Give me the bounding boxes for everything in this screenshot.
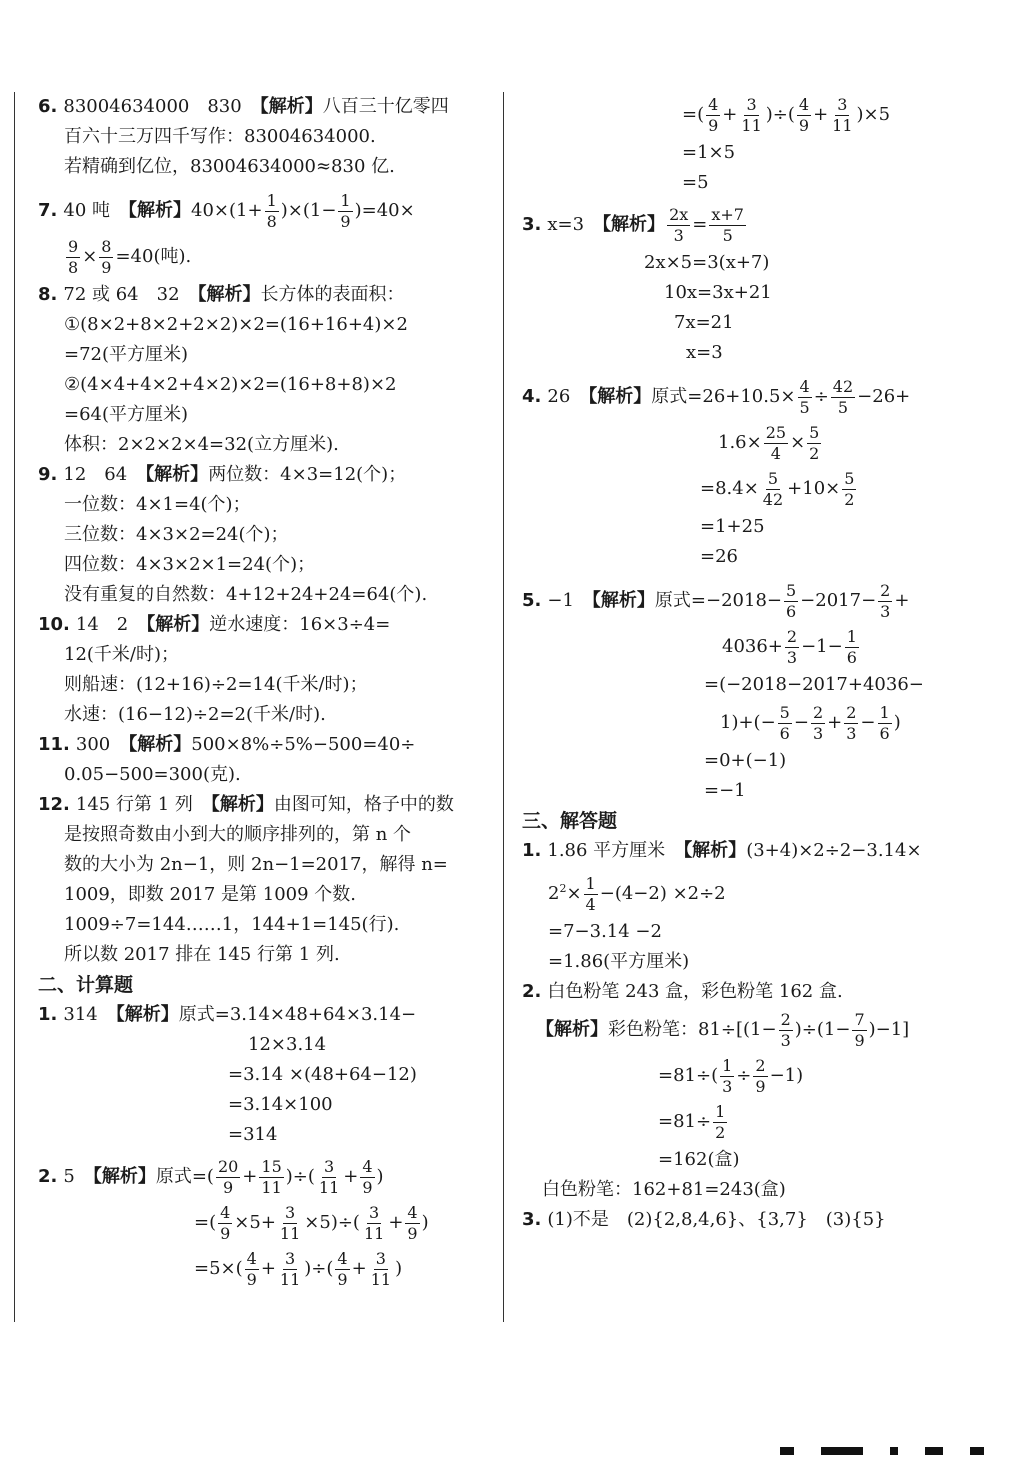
answer-7: 7. 40 吨 【解析】40×(1+ $\frac{1}{8}$ )×(1− $\frac{1}{9}$ )=40× $\frac{9}{8}$ × $\frac{8}{9}$ =40(吨). — [38, 190, 415, 277]
solution-3: 3. (1)不是 (2){2,8,4,6}、{3,7} (3){5} — [522, 1209, 886, 1230]
fraction: $\frac{4}{9}$ — [708, 94, 719, 135]
calc-4: 4. 26 【解析】原式=26+10.5× $\frac{4}{5}$ ÷ $\frac{42}{5}$ −26+ 1.6× $\frac{25}{4}$ × $\frac{5}{2}$ =8.4× $\frac{5}{42}$ +10× $\frac{5}{2}$ =1+25 =26 — [522, 376, 911, 567]
fraction: $\frac{2}{3}$ — [846, 702, 857, 743]
calc-2-continued: =( $\frac{4}{9}$ + $\frac{3}{11}$ )÷( $\frac{4}{9}$ + $\frac{3}{11}$ )×5 =1×5 =5 — [682, 94, 891, 193]
left-column — [38, 92, 486, 1292]
fraction: $\frac{20}{9}$ — [217, 1156, 239, 1197]
fraction: $\frac{1}{2}$ — [715, 1101, 726, 1142]
footer-mark — [821, 1447, 863, 1455]
fraction: $\frac{1}{4}$ — [585, 873, 596, 914]
fraction: $\frac{3}{11}$ — [279, 1202, 301, 1243]
section-heading-calculation: 二、计算题 — [38, 974, 134, 996]
calc-1: 1. 314 【解析】原式=3.14×48+64×3.14− 12×3.14 =3.14 ×(48+64−12) =3.14×100 =314 — [38, 1004, 417, 1145]
fraction: $\frac{4}{9}$ — [362, 1156, 373, 1197]
fraction: $\frac{4}{9}$ — [407, 1202, 418, 1243]
footer-mark — [780, 1447, 794, 1455]
fraction: $\frac{1}{6}$ — [879, 702, 890, 743]
fraction: $\frac{42}{5}$ — [832, 376, 854, 417]
footer-marks — [780, 1440, 1006, 1459]
fraction: $\frac{2}{3}$ — [780, 1009, 791, 1050]
fraction: $\frac{3}{11}$ — [279, 1248, 301, 1289]
fraction: $\frac{7}{9}$ — [854, 1009, 865, 1050]
fraction: $\frac{2}{3}$ — [812, 702, 824, 743]
fraction: $\frac{15}{11}$ — [261, 1156, 282, 1197]
footer-mark — [970, 1447, 984, 1455]
fraction: $\frac{1}{6}$ — [846, 626, 857, 667]
fraction: $\frac{1}{9}$ — [340, 190, 351, 231]
fraction: $\frac{3}{11}$ — [741, 94, 762, 135]
answer-11: 11. 300 【解析】500×8%÷5%−500=40÷ 0.05−500=300(克). — [38, 734, 416, 785]
fraction: $\frac{2}{3}$ — [786, 626, 798, 667]
section-heading-solutions: 三、解答题 — [522, 810, 618, 832]
fraction: $\frac{3}{11}$ — [370, 1248, 392, 1289]
answer-8: 8. 72 或 64 32 【解析】长方体的表面积： ①(8×2+8×2+2×2)×2=(16+16+4)×2 =72(平方厘米) ②(4×4+4×2+4×2)×2=(16+8+8)×2 =64(平方厘米) 体积：2×2×2×4=32(立方厘米). — [38, 284, 408, 455]
fraction: $\frac{5}{2}$ — [809, 422, 820, 463]
answer-10: 10. 14 2 【解析】逆水速度：16×3÷4= 12(千米/时)； 则船速：(12+16)÷2=14(千米/时)； 水速：(16−12)÷2=2(千米/时). — [38, 614, 391, 725]
fraction: $\frac{5}{6}$ — [779, 702, 790, 743]
footer-mark — [925, 1447, 943, 1455]
calc-3: 3. x=3 【解析】 $\frac{2x}{3}$ = $\frac{x+7}{5}$ 2x×5=3(x+7) 10x=3x+21 7x=21 x=3 — [522, 204, 772, 363]
fraction: $\frac{5}{2}$ — [844, 468, 855, 509]
fraction: $\frac{2}{9}$ — [755, 1055, 766, 1096]
answer-6: 6. 83004634000 830 【解析】八百三十亿零四 百六十三万四千写作：83004634000. 若精确到亿位，83004634000≈830 亿. — [38, 96, 449, 177]
left-margin-line — [14, 92, 15, 1322]
right-column — [522, 92, 992, 1235]
solution-2: 2. 白色粉笔 243 盒，彩色粉笔 162 盒. 【解析】彩色粉笔：81÷[(1− $\frac{2}{3}$ )÷(1− $\frac{7}{9}$ )−1] =81÷( $\frac{1}{3}$ ÷ $\frac{2}{9}$ −1) =81÷ $\frac{1}{2}$ =162(盒) 白色粉笔：162+81=243(盒) — [522, 981, 910, 1200]
fraction: $\frac{3}{11}$ — [318, 1156, 340, 1197]
footer-mark — [890, 1447, 898, 1455]
fraction: $\frac{25}{4}$ — [765, 422, 787, 463]
question-number: 6. — [38, 96, 58, 117]
answer-9: 9. 12 64 【解析】两位数：4×3=12(个)； 一位数：4×1=4(个)； 三位数：4×3×2=24(个)； 四位数：4×3×2×1=24(个)； 没有重复的自然数：4+12+24+24=64(个). — [38, 464, 428, 605]
calc-5: 5. −1 【解析】原式=−2018− $\frac{5}{6}$ −2017− $\frac{2}{3}$ + 4036+ $\frac{2}{3}$ −1− $\frac{1}{6}$ =(−2018−2017+4036− 1)+(− $\frac{5}{6}$ − $\frac{2}{3}$ + $\frac{2}{3}$ − $\frac{1}{6}$ ) =0+(−1) =−1 — [522, 580, 924, 801]
fraction: $\frac{3}{11}$ — [363, 1202, 385, 1243]
fraction: $\frac{2}{3}$ — [880, 580, 891, 621]
fraction: $\frac{4}{9}$ — [220, 1202, 231, 1243]
fraction: $\frac{1}{8}$ — [266, 190, 277, 231]
calc-2: 2. 5 【解析】原式=( $\frac{20}{9}$ + $\frac{15}{11}$ )÷( $\frac{3}{11}$ + $\frac{4}{9}$ ) =( $\frac{4}{9}$ ×5+ $\frac{3}{11}$ ×5)÷( $\frac{3}{11}$ + $\frac{4}{9}$ ) =5×( $\frac{4}{9}$ + $\frac{3}{11}$ )÷( $\frac{4}{9}$ + $\frac{3}{11}$ ) — [38, 1156, 429, 1289]
fraction: $\frac{4}{9}$ — [246, 1248, 257, 1289]
analysis-tag: 【解析】 — [259, 96, 323, 117]
fraction: $\frac{4}{9}$ — [798, 94, 810, 135]
answer-12: 12. 145 行第 1 列 【解析】由图可知，格子中的数 是按照奇数由小到大的顺序排列的，第 n 个 数的大小为 2n−1，则 2n−1=2017，解得 n= 1009，即数 2017 是第 1009 个数. 1009÷7=144……1，144+1=145(行). 所以数 2017 排在 145 行第 1 列. — [38, 794, 454, 965]
fraction: $\frac{4}{5}$ — [799, 376, 810, 417]
column-divider — [503, 92, 504, 1322]
fraction: $\frac{5}{6}$ — [785, 580, 797, 621]
fraction: $\frac{9}{8}$ — [68, 236, 79, 277]
fraction: $\frac{5}{42}$ — [762, 468, 784, 509]
fraction: $\frac{1}{3}$ — [722, 1055, 733, 1096]
fraction: $\frac{8}{9}$ — [101, 236, 112, 277]
solution-1: 1. 1.86 平方厘米 【解析】(3+4)×2÷2−3.14× $2^2\times$ $\frac{1}{4}$ −(4−2) ×2÷2 =7−3.14 −2 =1.86(平方厘米) — [522, 840, 922, 972]
fraction: $\frac{3}{11}$ — [832, 94, 853, 135]
fraction: $\frac{x+7}{5}$ — [711, 204, 744, 245]
fraction: $\frac{4}{9}$ — [337, 1248, 348, 1289]
fraction: $\frac{2x}{3}$ — [669, 204, 689, 245]
